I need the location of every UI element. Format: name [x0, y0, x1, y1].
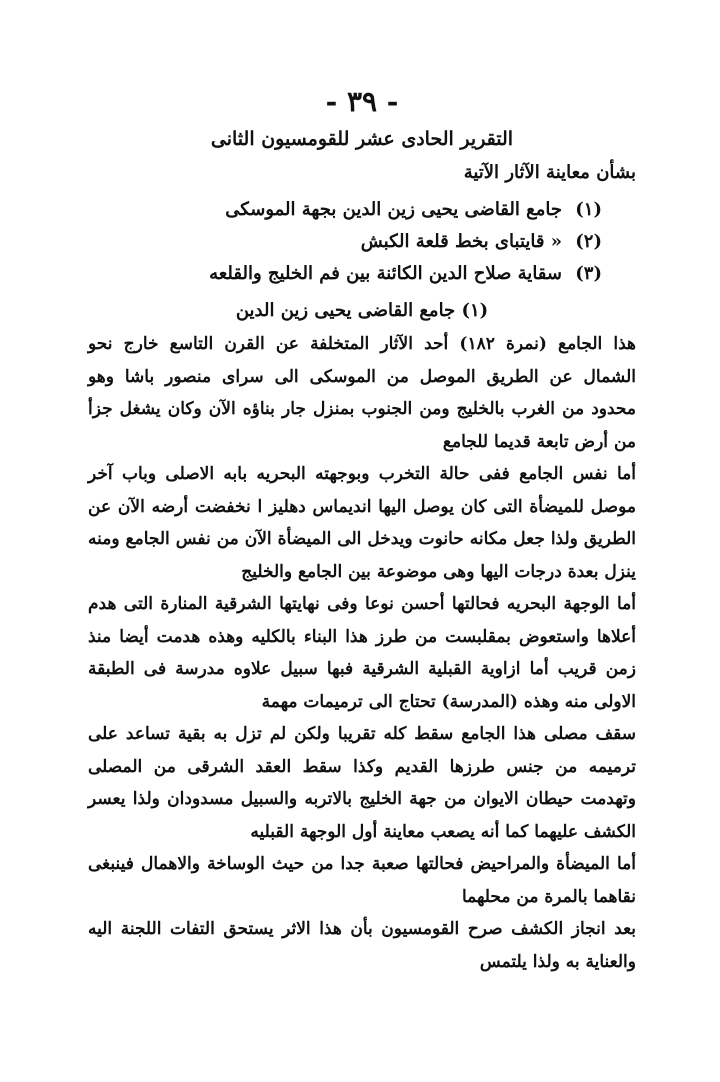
paragraph: أما الميضأة والمراحيض فحالتها صعبة جدا من حيث الوساخة والاهمال فينبغى نقاهما بالمرة من محلهما [88, 854, 636, 907]
paragraph: أما الوجهة البحريه فحالتها أحسن نوعا وفى نهايتها الشرقية المنارة التى هدم أعلاها واستعوض بمقلبست من طرز هذا البناء بالكليه وهذه هدمت أيضا منذ زمن قريب أما ازاوية القبلية الشرقية فبها سبيل علاوه مدرسة فى الطبقة الاولى منه وهذه (المدرسة) تحتاج الى ترميمات مهمة [88, 594, 636, 712]
paragraph: سقف مصلى هذا الجامع سقط كله تقريبا ولكن لم تزل به بقية تساعد على ترميمه من جنس طرزها القديم وكذا سقط العقد الشرقى من المصلى وتهدمت حيطان الايوان من جهة الخليج بالاتربه والسبيل مسدودان ولذا يعسر الكشف عليهما كما أنه يصعب معاينة أول الوجهة القبليه [88, 724, 636, 842]
monuments-list [88, 194, 636, 290]
list-item-text: جامع القاضى يحيى زين الدين بجهة الموسكى [225, 199, 562, 220]
list-item-text: « قايتباى بخط قلعة الكبش [360, 231, 562, 252]
report-subject: بشأن معاينة الآثار الآتية [463, 162, 636, 183]
list-item-number: (١) [575, 199, 602, 220]
list-item [88, 258, 602, 290]
document-page [88, 82, 636, 1062]
list-item [88, 226, 602, 258]
paragraph: أما نفس الجامع ففى حالة التخرب وبوجهته البحريه بابه الاصلى وباب آخر موصل للميضأة التى كان يوصل اليها انديماس دهليز ا نخفضت أرضه الآن عن الطريق ولذا جعل مكانه حانوت ويدخل الى الميضأة الآن من نفس الجامع ومنه ينزل بعدة درجات اليها وهى موضوعة بين الجامع والخليج [88, 464, 636, 582]
paragraph: بعد انجاز الكشف صرح القومسيون بأن هذا الاثر يستحق التفات اللجنة اليه والعناية به ولذا يلتمس [88, 919, 636, 972]
section-heading: (١) جامع القاضى يحيى زين الدين [235, 300, 489, 321]
list-item-number: (٣) [575, 263, 602, 284]
list-item-number: (٢) [575, 231, 602, 252]
page-number: - ٣٩ - [325, 85, 399, 118]
list-item [88, 194, 602, 226]
list-item-text: سقاية صلاح الدين الكائنة بين فم الخليج والقلعه [209, 263, 562, 284]
paragraph: هذا الجامع (نمرة ١٨٢) أحد الآثار المتخلفة عن القرن التاسع خارج نحو الشمال عن الطريق الموصل من الموسكى الى سراى منصور باشا وهو محدود من الغرب بالخليج ومن الجنوب بمنزل جار بناؤه الآن وكان يشغل جزأ من أرض تابعة قديما للجامع [88, 334, 637, 452]
report-title: التقرير الحادى عشر للقومسيون الثانى [210, 128, 514, 150]
